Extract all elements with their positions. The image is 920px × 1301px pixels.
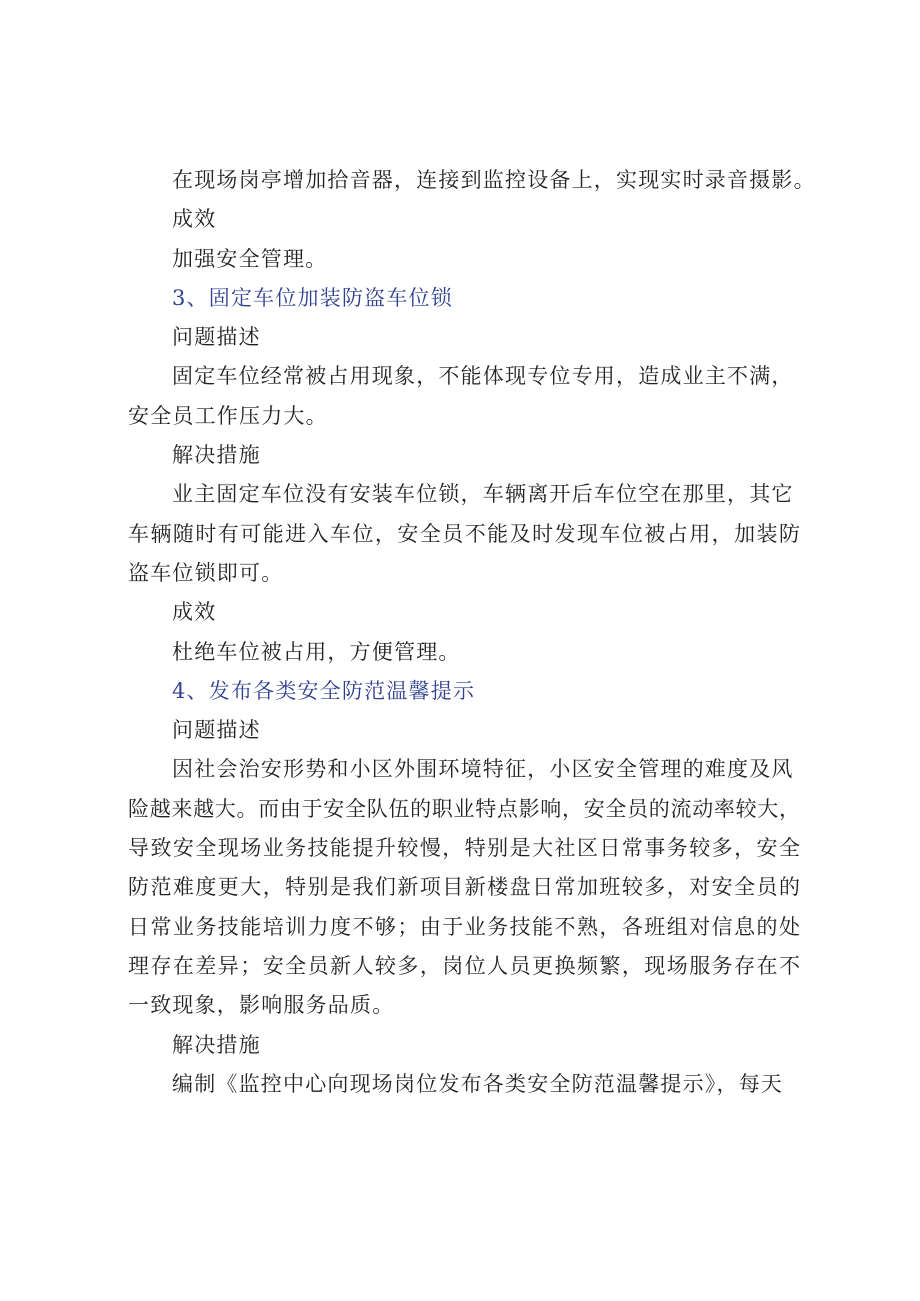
paragraph-line: 杜绝车位被占用，方便管理。: [172, 639, 461, 664]
paragraph-line: 业主固定车位没有安装车位锁，车辆离开后车位空在那里，其它: [172, 482, 794, 507]
paragraph-line: 理存在差异；安全员新人较多，岗位人员更换频繁，现场服务存在不: [128, 953, 800, 978]
subheading-solution: 解决措施: [172, 443, 261, 468]
paragraph-line: 防范难度更大，特别是我们新项目新楼盘日常加班较多，对安全员的: [128, 875, 800, 900]
subheading-problem: 问题描述: [172, 325, 261, 350]
subheading-results: 成效: [172, 600, 217, 625]
paragraph-line: 在现场岗亭增加拾音器，连接到监控设备上，实现实时录音摄影。: [172, 168, 816, 192]
paragraph-line: 安全员工作压力大。: [128, 403, 328, 428]
subheading-solution: 解决措施: [172, 1032, 261, 1057]
paragraph-line: 车辆随时有可能进入车位，安全员不能及时发现车位被占用，加装防: [128, 521, 800, 546]
paragraph-line: 因社会治安形势和小区外围环境特征，小区安全管理的难度及风: [172, 757, 794, 782]
paragraph-line: 盗车位锁即可。: [128, 560, 284, 585]
document-body: [128, 161, 816, 1104]
paragraph-line: 日常业务技能培训力度不够；由于业务技能不熟，各班组对信息的处: [128, 914, 800, 939]
section-heading-3: 3、固定车位加装防盗车位锁: [172, 285, 453, 310]
paragraph-line: 导致安全现场业务技能提升较慢，特别是大社区日常事务较多，安全: [128, 836, 800, 861]
paragraph-line: 险越来越大。而由于安全队伍的职业特点影响，安全员的流动率较大，: [128, 796, 800, 821]
subheading-results: 成效: [172, 207, 217, 232]
paragraph-line: 一致现象，影响服务品质。: [128, 993, 395, 1018]
section-heading-4: 4、发布各类安全防范温馨提示: [172, 678, 476, 703]
subheading-problem: 问题描述: [172, 718, 261, 743]
paragraph-line: 加强安全管理。: [172, 246, 328, 271]
paragraph-line: 编制《监控中心向现场岗位发布各类安全防范温馨提示》，每天: [172, 1071, 784, 1096]
paragraph-line: 固定车位经常被占用现象，不能体现专位专用，造成业主不满，: [172, 364, 794, 389]
